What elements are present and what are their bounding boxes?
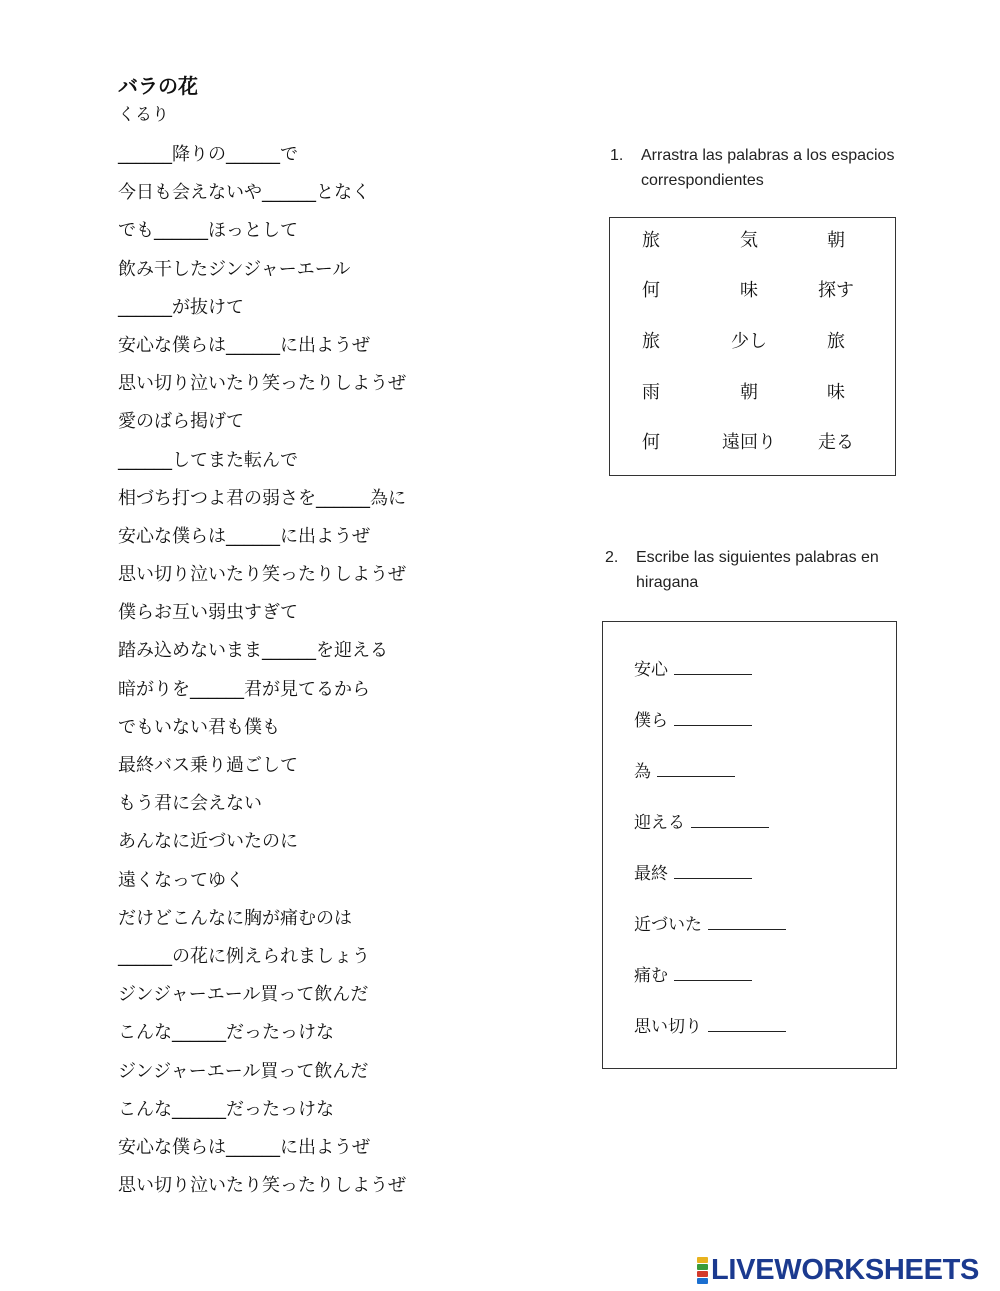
answer-blank[interactable] (674, 711, 752, 726)
vocab-word: 為 (634, 762, 651, 782)
logo-block (697, 1271, 708, 1277)
answer-blank[interactable] (674, 864, 752, 879)
lyric-line: だけどこんなに胸が痛むのは (118, 907, 352, 929)
lyric-line: ______が抜けて (118, 296, 244, 318)
logo-text: LIVEWORKSHEETS (711, 1254, 980, 1286)
draggable-word[interactable]: 気 (740, 230, 758, 251)
lyric-line: 最終バス乗り過ごして (118, 755, 298, 776)
lyric-line: あんなに近づいたのに (118, 831, 298, 853)
vocab-word: 安心 (634, 660, 668, 680)
answer-blank[interactable] (708, 1017, 786, 1032)
lyric-line: ジンジャーエール買って飲んだ (118, 984, 369, 1006)
draggable-word[interactable]: 旅 (642, 230, 660, 251)
lyric-line: 思い切り泣いたり笑ったりしようぜ (118, 373, 406, 395)
lyric-line: 愛のばら掲げて (118, 411, 244, 433)
exercise-2-instruction (605, 545, 905, 595)
answer-blank[interactable] (691, 813, 769, 828)
answer-blank[interactable] (708, 915, 786, 930)
draggable-word[interactable]: 朝 (740, 382, 758, 403)
lyric-line: 思い切り泣いたり笑ったりしようぜ (118, 1175, 406, 1197)
lyric-line: 踏み込めないまま______を迎える (118, 640, 388, 662)
lyric-line: 安心な僕らは______に出ようぜ (118, 1136, 370, 1158)
lyric-line: 安心な僕らは______に出ようぜ (118, 525, 370, 547)
vocab-item (634, 1012, 786, 1037)
answer-blank[interactable] (657, 762, 735, 777)
exercise-2-text: Escribe las siguientes palabras en hiragana (636, 549, 879, 591)
vocab-item (634, 961, 752, 986)
draggable-word[interactable]: 味 (740, 280, 758, 301)
lyrics-list (118, 143, 406, 1212)
draggable-word[interactable]: 何 (642, 432, 660, 453)
draggable-word[interactable]: 朝 (827, 230, 845, 251)
exercise-2-number: 2. (605, 549, 619, 566)
vocab-item (634, 655, 752, 680)
lyric-line: ______の花に例えられましょう (118, 945, 370, 967)
lyric-line: 僕らお互い弱虫すぎて (118, 602, 298, 624)
lyric-line: こんな______だったっけな (118, 1022, 334, 1044)
vocab-item (634, 808, 769, 833)
lyric-line: 相づち打つよ君の弱さを______為に (118, 487, 406, 509)
word-bank (609, 217, 896, 476)
logo-block (697, 1264, 708, 1270)
worksheet-title: バラの花 (118, 74, 198, 98)
exercise-1-text: Arrastra las palabras a los espacios correspondientes (641, 147, 895, 189)
vocab-item (634, 910, 786, 935)
logo-block (697, 1257, 708, 1263)
logo-block (697, 1278, 708, 1284)
draggable-word[interactable]: 味 (827, 382, 845, 403)
vocab-word: 痛む (634, 966, 668, 986)
lyric-line: 飲み干したジンジャーエール (118, 258, 351, 280)
answer-blank[interactable] (674, 660, 752, 675)
draggable-word[interactable]: 走る (818, 432, 854, 453)
hiragana-exercise-box (602, 621, 897, 1069)
draggable-word[interactable]: 何 (642, 280, 660, 301)
lyric-line: ジンジャーエール買って飲んだ (118, 1060, 369, 1082)
draggable-word[interactable]: 探す (818, 280, 854, 301)
draggable-word[interactable]: 旅 (827, 331, 845, 352)
lyric-line: 思い切り泣いたり笑ったりしようぜ (118, 564, 406, 586)
vocab-item (634, 859, 752, 884)
lyric-line: ______降りの______で (118, 144, 298, 165)
lyric-line: 遠くなってゆく (118, 869, 244, 891)
answer-blank[interactable] (674, 966, 752, 981)
vocab-item (634, 706, 752, 731)
exercise-1-number: 1. (610, 147, 624, 164)
vocab-word: 僕ら (634, 711, 668, 731)
vocab-word: 近づいた (634, 915, 702, 935)
draggable-word[interactable]: 遠回り (722, 432, 776, 453)
artist-name: くるり (118, 105, 169, 125)
vocab-item (634, 757, 735, 782)
draggable-word[interactable]: 雨 (642, 382, 660, 403)
lyric-line: もう君に会えない (118, 793, 262, 815)
draggable-word[interactable]: 旅 (642, 331, 660, 352)
lyric-line: こんな______だったっけな (118, 1098, 334, 1120)
exercise-1-instruction (610, 143, 910, 193)
vocab-word: 迎える (634, 813, 685, 833)
lyric-line: 安心な僕らは______に出ようぜ (118, 334, 370, 356)
lyric-line: でもいない君も僕も (118, 716, 280, 738)
vocab-word: 思い切り (634, 1017, 702, 1037)
lyric-line: 今日も会えないや______となく (118, 182, 370, 204)
lyric-line: でも______ほっとして (118, 220, 298, 242)
draggable-word[interactable]: 少し (731, 331, 767, 352)
liveworksheets-logo[interactable] (697, 1255, 979, 1285)
lyric-line: ______してまた転んで (118, 449, 298, 471)
vocab-word: 最終 (634, 864, 668, 884)
lyric-line: 暗がりを______君が見てるから (118, 678, 370, 700)
stacked-blocks-icon (697, 1256, 708, 1284)
